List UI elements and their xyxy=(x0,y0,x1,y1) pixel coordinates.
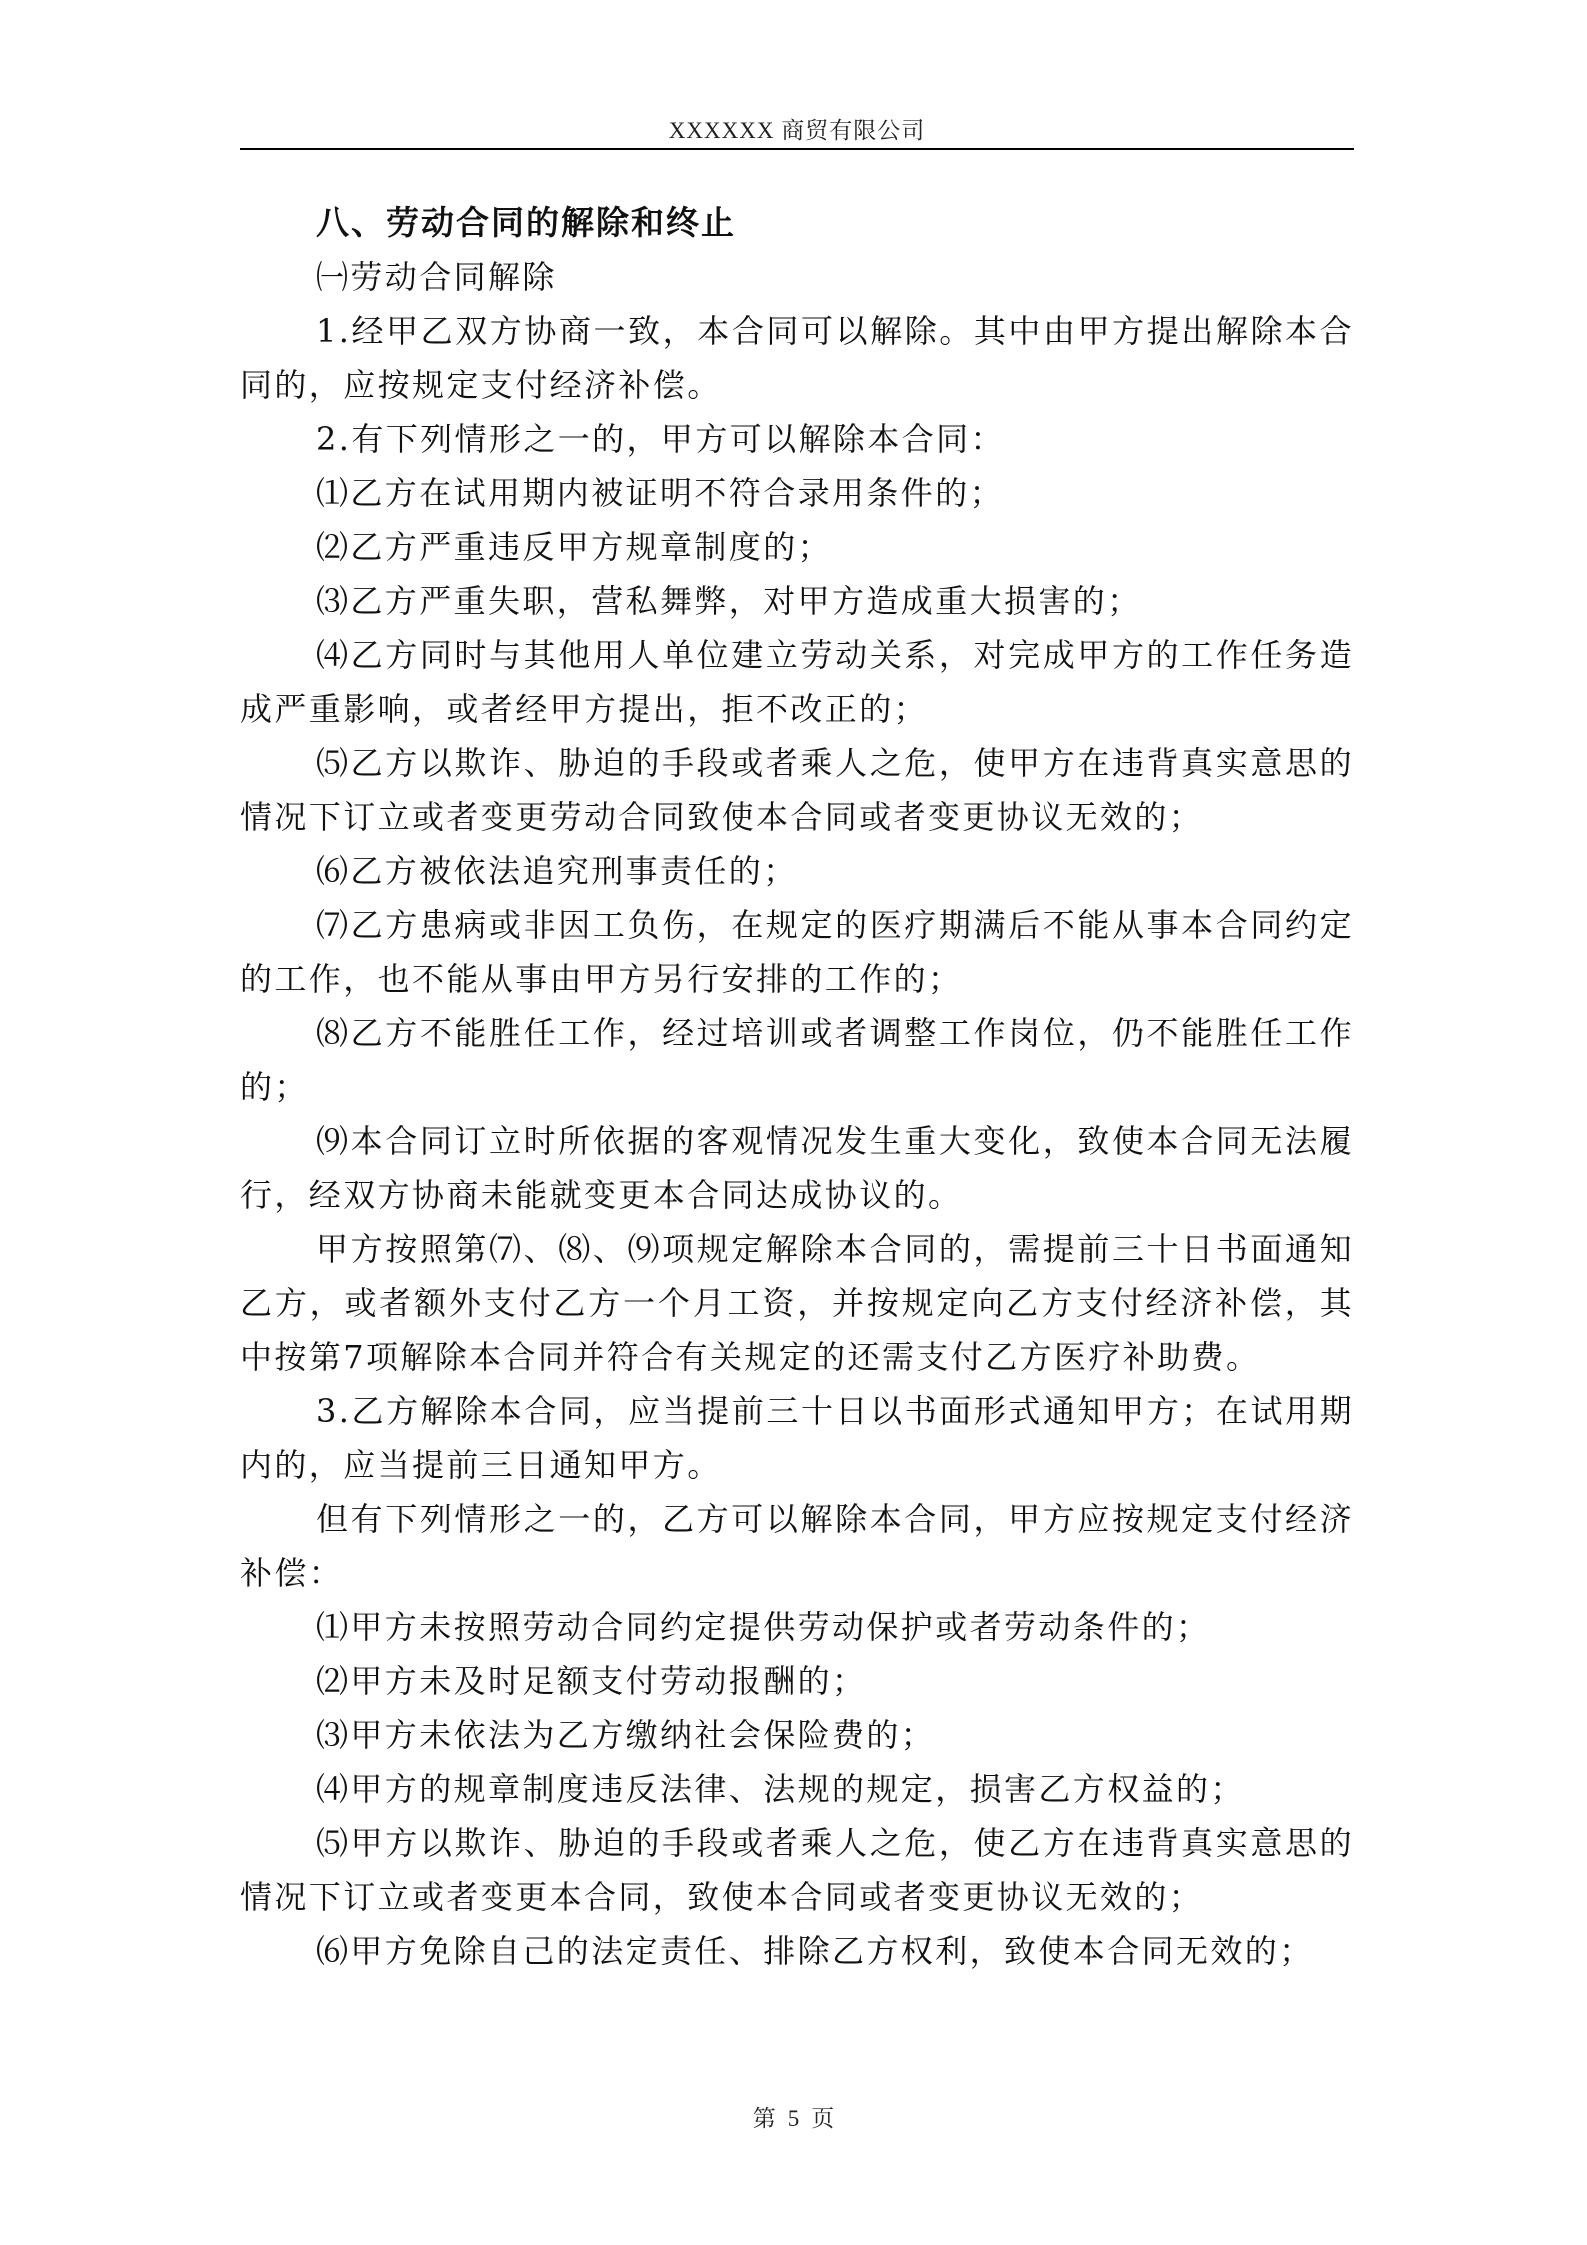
list-item: ⑶乙方严重失职，营私舞弊，对甲方造成重大损害的； xyxy=(316,582,1142,620)
page-label-prefix: 第 xyxy=(752,2106,776,2131)
list-item: ⑺乙方患病或非因工负伤，在规定的医疗期满后不能从事本合同约定的工作，也不能从事由甲方另行安排的工作的； xyxy=(240,906,1354,998)
list-item: ⑶甲方未依法为乙方缴纳社会保险费的； xyxy=(316,1716,936,1754)
list-item: ⑻乙方不能胜任工作，经过培训或者调整工作岗位，仍不能胜任工作的； xyxy=(240,1014,1354,1106)
list-item: ⑹甲方免除自己的法定责任、排除乙方权利，致使本合同无效的； xyxy=(316,1932,1314,1970)
paragraph: 1.经甲乙双方协商一致，本合同可以解除。其中由甲方提出解除本合同的，应按规定支付经济补偿。 xyxy=(240,312,1354,404)
list-item: ⑴甲方未按照劳动合同约定提供劳动保护或者劳动条件的； xyxy=(316,1608,1211,1646)
list-item: ⑷甲方的规章制度违反法律、法规的规定，损害乙方权益的； xyxy=(316,1770,1245,1808)
list-item: ⑵乙方严重违反甲方规章制度的； xyxy=(316,528,833,566)
document-body xyxy=(240,196,1354,1978)
list-item: ⑸甲方以欺诈、胁迫的手段或者乘人之危，使乙方在违背真实意思的情况下订立或者变更本合同，致使本合同或者变更协议无效的； xyxy=(240,1824,1354,1916)
section-heading: 八、劳动合同的解除和终止 xyxy=(316,203,736,242)
paragraph: 但有下列情形之一的，乙方可以解除本合同，甲方应按规定支付经济补偿： xyxy=(240,1500,1354,1592)
list-item: ⑼本合同订立时所依据的客观情况发生重大变化，致使本合同无法履行，经双方协商未能就变更本合同达成协议的。 xyxy=(240,1122,1354,1214)
page-footer xyxy=(0,2100,1587,2133)
list-item: ⑴乙方在试用期内被证明不符合录用条件的； xyxy=(316,474,1005,512)
list-item: ⑹乙方被依法追究刑事责任的； xyxy=(316,852,798,890)
page-header-company: XXXXXX 商贸有限公司 xyxy=(668,118,926,143)
paragraph: 2.有下列情形之一的，甲方可以解除本合同： xyxy=(316,420,1005,458)
header-divider xyxy=(240,148,1354,150)
subsection-heading: ㈠劳动合同解除 xyxy=(316,258,557,296)
list-item: ⑵甲方未及时足额支付劳动报酬的； xyxy=(316,1662,867,1700)
page-label-suffix: 页 xyxy=(811,2106,835,2131)
list-item: ⑸乙方以欺诈、胁迫的手段或者乘人之危，使甲方在违背真实意思的情况下订立或者变更劳动合同致使本合同或者变更协议无效的； xyxy=(240,744,1354,836)
paragraph: 甲方按照第⑺、⑻、⑼项规定解除本合同的，需提前三十日书面通知乙方，或者额外支付乙方一个月工资，并按规定向乙方支付经济补偿，其中按第7项解除本合同并符合有关规定的还需支付乙方医疗补助费。 xyxy=(240,1230,1354,1376)
list-item: ⑷乙方同时与其他用人单位建立劳动关系，对完成甲方的工作任务造成严重影响，或者经甲方提出，拒不改正的； xyxy=(240,636,1354,728)
paragraph: 3.乙方解除本合同，应当提前三十日以书面形式通知甲方；在试用期内的，应当提前三日通知甲方。 xyxy=(240,1392,1354,1484)
page-number: 5 xyxy=(787,2106,800,2131)
